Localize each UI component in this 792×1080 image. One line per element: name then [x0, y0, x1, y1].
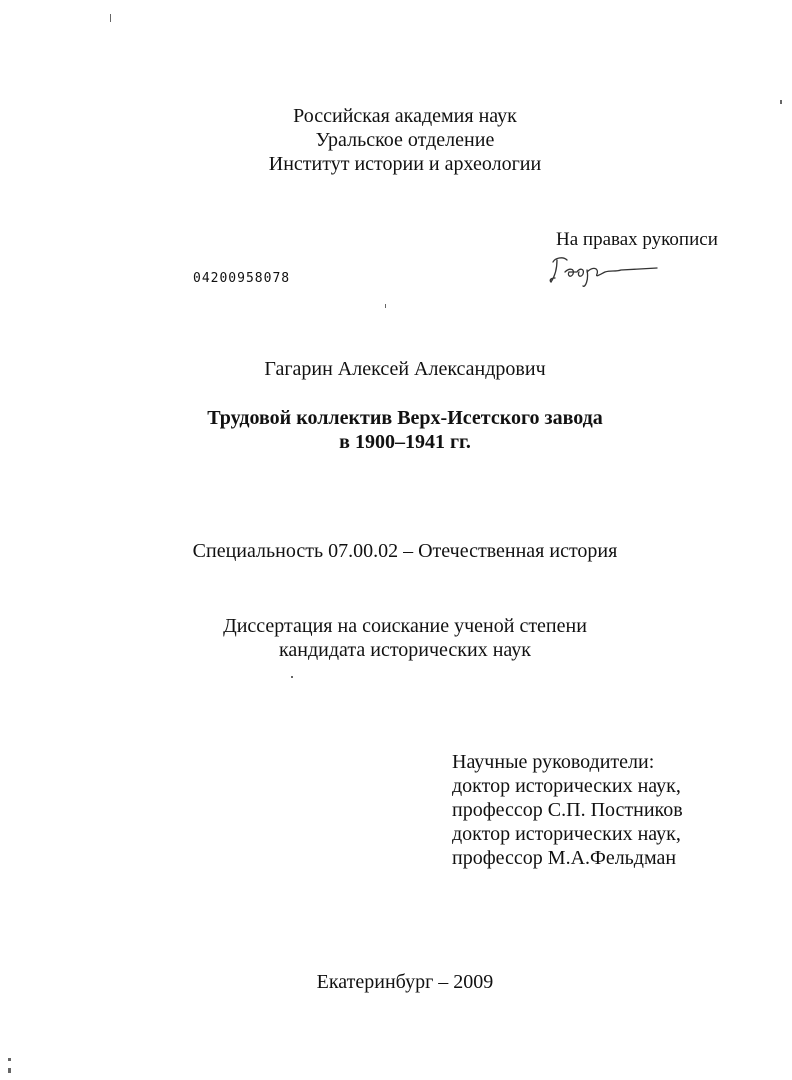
- scan-speck: [8, 1068, 11, 1073]
- scan-speck: [8, 1058, 11, 1061]
- manuscript-rights-label: На правах рукописи: [556, 229, 718, 250]
- title-line-2: в 1900–1941 гг.: [339, 431, 471, 453]
- supervisor-line: доктор исторических наук,: [452, 823, 681, 845]
- scan-speck: [385, 304, 386, 308]
- specialty-line: Специальность 07.00.02 – Отечественная история: [192, 540, 618, 562]
- institution-branch: Уральское отделение: [315, 129, 495, 151]
- dissertation-title: [0, 406, 792, 454]
- supervisor-line: доктор исторических наук,: [452, 775, 681, 797]
- title-line-1: Трудовой коллектив Верх-Исетского завода: [207, 407, 603, 429]
- supervisor-line: профессор М.А.Фельдман: [452, 847, 677, 869]
- supervisor-line: профессор С.П. Постников: [452, 799, 683, 821]
- scan-speck: [291, 676, 293, 678]
- author-name: Гагарин Алексей Александрович: [264, 358, 546, 380]
- archive-number: 04200958078: [193, 271, 291, 286]
- degree-line-2: кандидата исторических наук: [278, 639, 532, 661]
- supervisors-block: [452, 750, 683, 870]
- supervisors-heading: Научные руководители:: [452, 751, 655, 773]
- author-signature: [545, 250, 665, 290]
- city-year: Екатеринбург – 2009: [316, 971, 494, 993]
- degree-statement: [0, 614, 792, 662]
- institution-academy: Российская академия наук: [293, 105, 517, 127]
- scan-speck: [780, 100, 782, 104]
- degree-line-1: Диссертация на соискание ученой степени: [223, 615, 587, 637]
- institution-header: [0, 104, 792, 176]
- scan-speck: [110, 14, 111, 22]
- institution-institute: Институт истории и археологии: [268, 153, 542, 175]
